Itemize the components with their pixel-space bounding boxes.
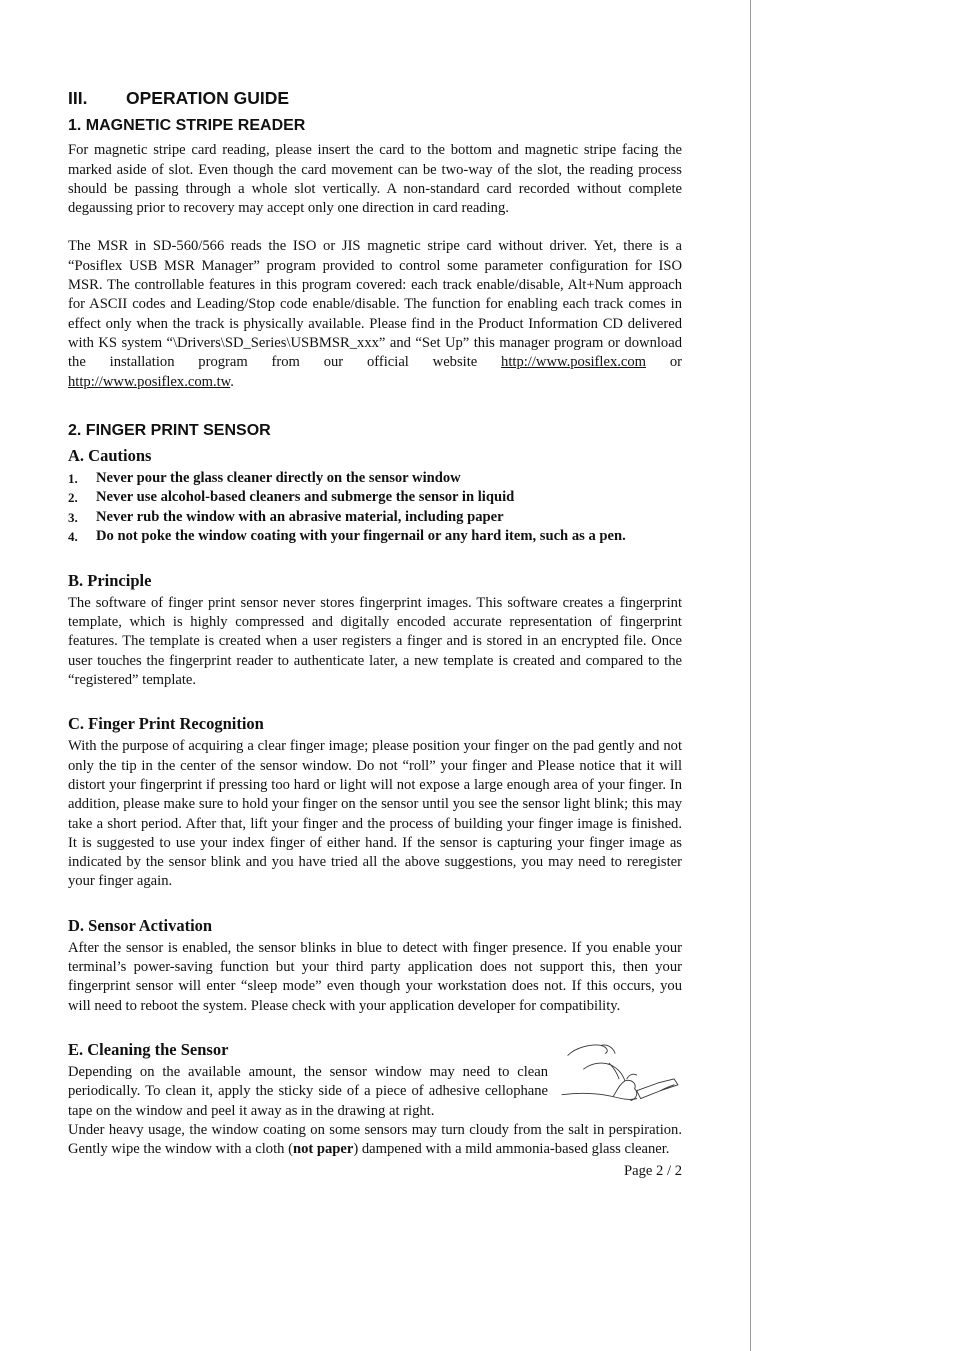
item-number: 2. bbox=[68, 490, 78, 506]
activation-text: After the sensor is enabled, the sensor blinks in blue to detect with finger presence. If you enable your terminal’s power-saving function but your third party application does not support this, then your fingerprint sensor will enter “sleep mode” even though your workstation does not. If this occurs, you will need to reboot the system. Please check with your application developer for compatibility. bbox=[68, 939, 682, 1014]
item-number: 4. bbox=[68, 529, 78, 545]
cautions-list bbox=[68, 469, 682, 547]
cleaning-heading: E. Cleaning the Sensor bbox=[68, 1039, 229, 1059]
item-text: Do not poke the window coating with your fingernail or any hard item, such as a pen. bbox=[96, 528, 626, 545]
item-number: 1. bbox=[68, 470, 78, 486]
msr-paragraph-2 bbox=[68, 237, 682, 391]
or-text: or bbox=[646, 354, 682, 371]
list-item bbox=[68, 469, 682, 489]
recognition-heading: C. Finger Print Recognition bbox=[68, 714, 264, 734]
cleaning-text-1: Depending on the available amount, the sensor window may need to clean periodically. To clean it, apply the sticky side of a piece of adhesive cellophane tape on the window and peel it away as in the drawing at right. bbox=[68, 1063, 549, 1119]
fps-heading: 2. FINGER PRINT SENSOR bbox=[68, 421, 271, 439]
page-content bbox=[68, 89, 682, 1182]
posiflex-tw-link[interactable]: http://www.posiflex.com.tw bbox=[68, 373, 231, 390]
list-item bbox=[68, 508, 682, 528]
cautions-heading: A. Cautions bbox=[68, 445, 152, 465]
cleaning-text-2c: ) dampened with a mild ammonia-based glass cleaner. bbox=[353, 1141, 670, 1158]
margin-rule bbox=[750, 0, 751, 1351]
activation-heading: D. Sensor Activation bbox=[68, 915, 213, 935]
period-text: . bbox=[230, 373, 234, 390]
section-title: OPERATION GUIDE bbox=[126, 88, 290, 108]
peeling-tape-illustration bbox=[558, 1039, 682, 1109]
msr-paragraph-1: For magnetic stripe card reading, please insert the card to the bottom and magnetic stripe facing the marked aside of slot. Even though the card movement can be two-way of the slot, the reading process should be passing through a whole slot vertically. A non-standard card recorded without complete degaussing prior to recovery may accept only one direction in card reading. bbox=[68, 142, 682, 217]
principle-text: The software of finger print sensor never stores fingerprint images. This software creates a fingerprint template, which is highly compressed and digitally encoded accurate representation of fingerprint features. The template is created when a user registers a finger and is stored in an encrypted file. Once user touches the fingerprint reader to authenticate later, a new template is created and compared to the “registered” template. bbox=[68, 594, 682, 689]
section-number: III. bbox=[68, 88, 88, 108]
cleaning-row bbox=[68, 1063, 682, 1121]
list-item bbox=[68, 488, 682, 508]
cleaning-text-2 bbox=[68, 1121, 682, 1160]
item-text: Never use alcohol-based cleaners and submerge the sensor in liquid bbox=[96, 489, 515, 506]
cleaning-text-2a: Under heavy usage, the window coating on some sensors may turn cloudy from the salt in perspiration. Gently wipe the window with a cloth ( bbox=[68, 1121, 682, 1158]
item-text: Never pour the glass cleaner directly on the sensor window bbox=[96, 469, 461, 486]
msr-heading: 1. MAGNETIC STRIPE READER bbox=[68, 117, 306, 135]
item-number: 3. bbox=[68, 509, 78, 525]
not-paper-emphasis: not paper bbox=[292, 1141, 354, 1158]
section-heading bbox=[68, 89, 682, 108]
list-item bbox=[68, 527, 682, 547]
principle-heading: B. Principle bbox=[68, 570, 152, 590]
recognition-text: With the purpose of acquiring a clear finger image; please position your finger on the pad gently and not only the tip in the center of the sensor window. Do not “roll” your finger and Please notice that it will distort your fingerprint if pressing too hard or light will not expose a large enough area of your finger. In addition, please make sure to hold your finger on the sensor until you see the sensor light blink; this may take a short period. After that, lift your finger and the process of building your finger image is finished. It is suggested to use your index finger of either hand. If the sensor is capturing your finger image as indicated by the sensor blink and you have tried all the above suggestions, you may need to reregister your finger again. bbox=[68, 738, 682, 890]
page-number: Page 2 / 2 bbox=[624, 1163, 682, 1180]
item-text: Never rub the window with an abrasive material, including paper bbox=[96, 508, 504, 525]
msr-paragraph-2-text: The MSR in SD-560/566 reads the ISO or JIS magnetic stripe card without driver. Yet, there is a “Posiflex USB MSR Manager” program provided to control some parameter configuration for ISO MSR. The controllable features in this program covered: each track enable/disable, Alt+Num approach for ASCII codes and Leading/Stop code enable/disable. The function for enabling each track comes in effect only when the track is physically available. Please find in the Product Information CD delivered with KS system “\Drivers\SD_Series\USBMSR_xxx” and “Set Up” this manager program or download the installation program from our official website bbox=[68, 238, 682, 371]
posiflex-link[interactable]: http://www.posiflex.com bbox=[501, 354, 647, 371]
